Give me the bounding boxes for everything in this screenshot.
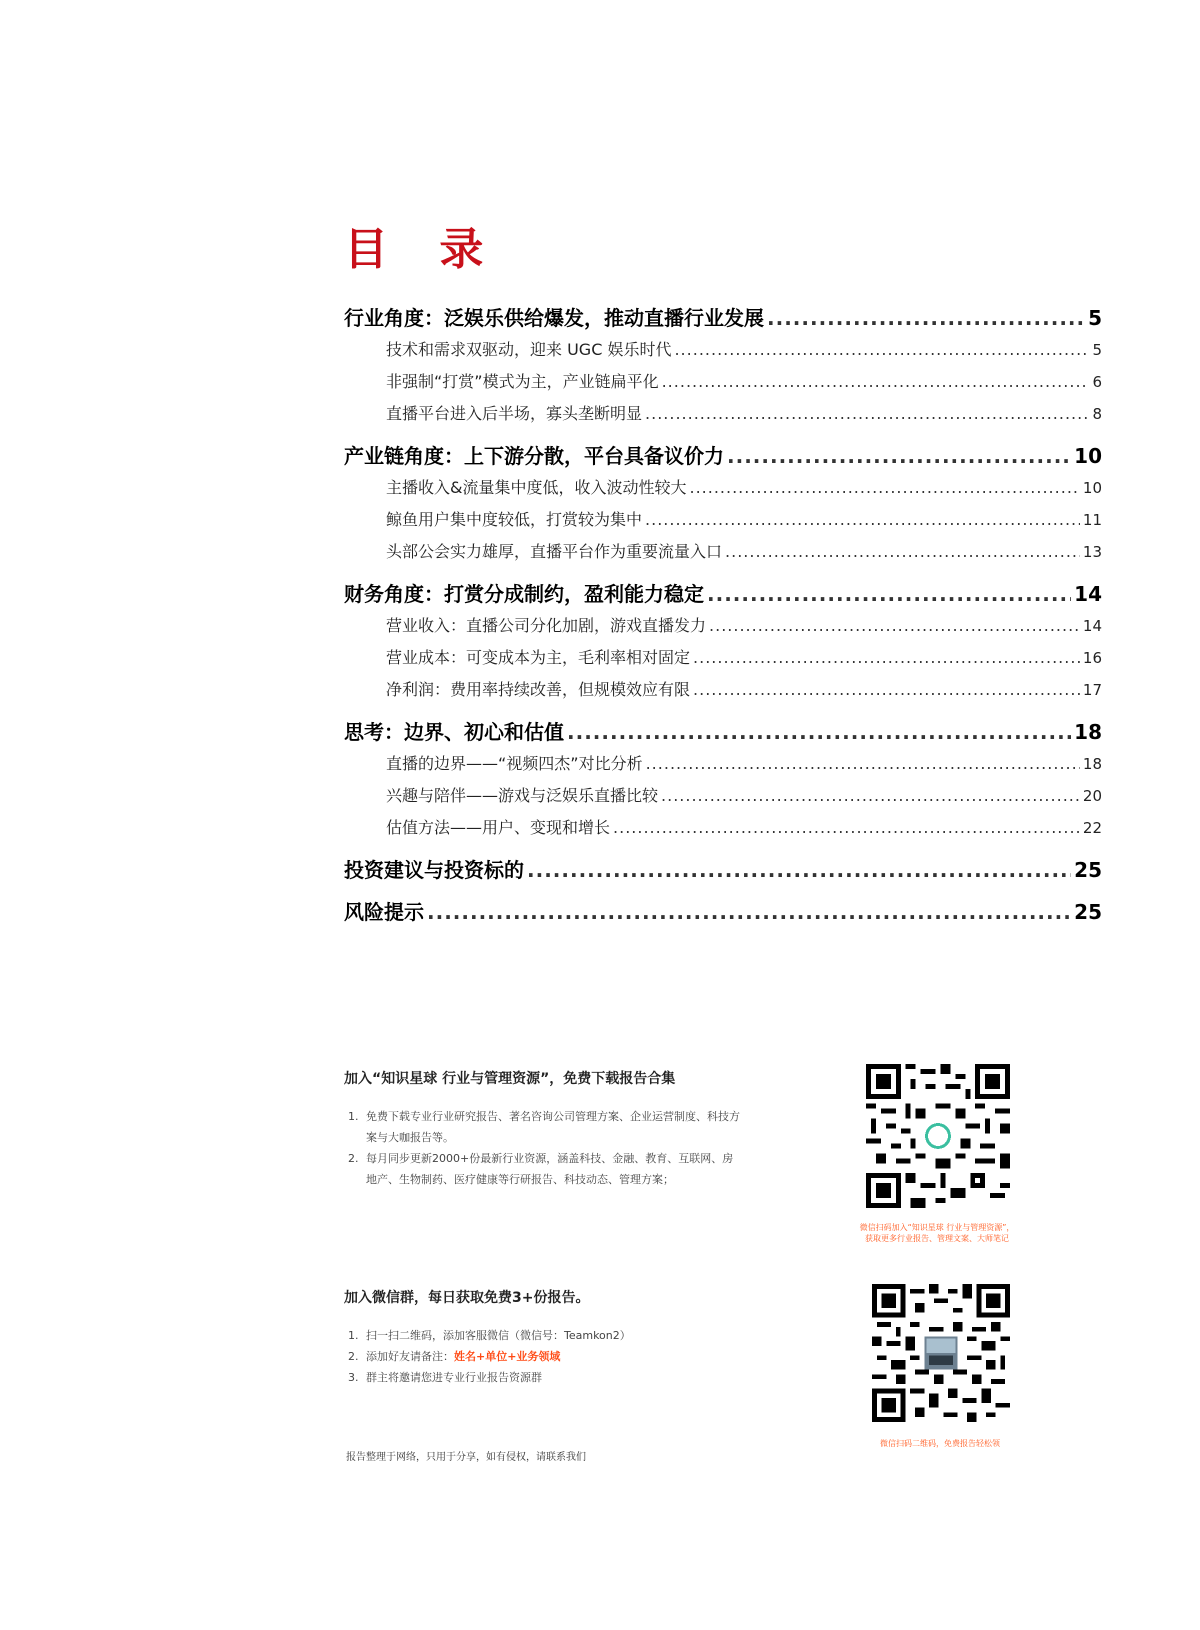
toc-entry-level2[interactable]: [344, 642, 1102, 674]
knowledge-planet-promo: [344, 1068, 744, 1190]
toc-section: [344, 578, 1102, 706]
knowledge-planet-qr-caption: [832, 1222, 1042, 1244]
toc-entry-level2[interactable]: [344, 610, 1102, 642]
toc-entry-level1[interactable]: [344, 716, 1102, 748]
dot-leader: [767, 302, 1085, 334]
promo-heading: 加入“知识星球 行业与管理资源”，免费下载报告合集: [344, 1071, 676, 1087]
toc-page-number: 5: [1088, 306, 1102, 330]
toc-entry-level2[interactable]: [344, 748, 1102, 780]
toc-entry-level2[interactable]: [344, 334, 1102, 366]
toc-entry-level1[interactable]: [344, 440, 1102, 472]
toc-entry-label: 投资建议与投资标的: [344, 858, 524, 882]
dot-leader: [693, 642, 1080, 674]
toc-entry-label: 兴趣与陪伴——游戏与泛娱乐直播比较: [386, 786, 659, 805]
dot-leader: [646, 748, 1080, 780]
wechat-group-promo: [344, 1287, 744, 1388]
toc-page-number: 18: [1082, 755, 1102, 773]
toc-page-number: 5: [1092, 341, 1102, 359]
dot-leader: [645, 504, 1080, 536]
toc-section: [344, 302, 1102, 430]
toc-entry-label: 直播平台进入后半场，寡头垄断明显: [386, 404, 643, 423]
wechat-group-qr-code[interactable]: [872, 1284, 1010, 1422]
dot-leader: [674, 334, 1089, 366]
toc-page-number: 6: [1092, 373, 1102, 391]
qr-code-icon: [866, 1064, 1010, 1208]
dot-leader: [645, 398, 1089, 430]
promo-list-item: 2. 每月同步更新2000+份最新行业资源，涵盖科技、金融、教育、互联网、房地产、生物制药、医疗健康等行研报告、科技动态、管理方案；: [362, 1148, 744, 1190]
toc-page-number: 25: [1074, 900, 1102, 924]
dot-leader: [709, 610, 1080, 642]
toc-entry-level2[interactable]: [344, 780, 1102, 812]
toc-title: 目 录: [344, 224, 502, 275]
promo-list-item: [362, 1346, 744, 1367]
dot-leader: [662, 366, 1090, 398]
promo-list: [344, 1106, 744, 1190]
copyright-note: 报告整理于网络，只用于分享，如有侵权，请联系我们: [346, 1452, 586, 1463]
toc-entry-label: 行业角度：泛娱乐供给爆发，推动直播行业发展: [344, 306, 764, 330]
dot-leader: [727, 440, 1071, 472]
dot-leader: [661, 780, 1080, 812]
toc-entry-label: 非强制“打赏”模式为主，产业链扁平化: [386, 372, 659, 391]
qr-caption-line: 微信扫码加入“知识星球 行业与管理资源”，: [859, 1223, 1015, 1232]
toc-entry-label: 产业链角度：上下游分散，平台具备议价力: [344, 444, 724, 468]
remark-format-highlight: 姓名+单位+业务领域: [454, 1350, 561, 1363]
knowledge-planet-qr-code[interactable]: [866, 1064, 1010, 1208]
toc-entry-label: 鲸鱼用户集中度较低，打赏较为集中: [386, 510, 643, 529]
toc-entry-level2[interactable]: [344, 812, 1102, 844]
toc-page-number: 8: [1092, 405, 1102, 423]
dot-leader: [707, 578, 1071, 610]
toc-entry-level1[interactable]: [344, 578, 1102, 610]
toc-entry-label: 直播的边界——“视频四杰”对比分析: [386, 754, 643, 773]
toc-entry-label: 主播收入&流量集中度低，收入波动性较大: [386, 478, 687, 497]
dot-leader: [527, 854, 1071, 886]
dot-leader: [689, 472, 1079, 504]
toc-page-number: 16: [1082, 649, 1102, 667]
toc-entry-label: 营业成本：可变成本为主，毛利率相对固定: [386, 648, 691, 667]
toc-section: [344, 440, 1102, 568]
toc-page-number: 17: [1082, 681, 1102, 699]
dot-leader: [567, 716, 1071, 748]
toc-entry-level2[interactable]: [344, 398, 1102, 430]
promo-list-item: 1. 免费下载专业行业研究报告、著名咨询公司管理方案、企业运营制度、科技方案与大咖报告等。: [362, 1106, 744, 1148]
toc-entry-level1[interactable]: [344, 302, 1102, 334]
toc-page-number: 20: [1082, 787, 1102, 805]
dot-leader: [427, 896, 1071, 928]
toc-section: [344, 854, 1102, 886]
toc-entry-level2[interactable]: [344, 674, 1102, 706]
toc-entry-level2[interactable]: [344, 472, 1102, 504]
toc-entry-label: 风险提示: [344, 900, 424, 924]
toc-section: [344, 716, 1102, 844]
dot-leader: [725, 536, 1080, 568]
promo-item-prefix: 添加好友请备注：: [366, 1350, 454, 1363]
dot-leader: [693, 674, 1080, 706]
promo-heading: 加入微信群，每日获取免费3+份报告。: [344, 1290, 590, 1306]
toc-entry-level2[interactable]: [344, 504, 1102, 536]
toc-page-number: 14: [1074, 582, 1102, 606]
toc-page-number: 18: [1074, 720, 1102, 744]
toc-page-number: 25: [1074, 858, 1102, 882]
toc-entry-level2[interactable]: [344, 366, 1102, 398]
toc-page-number: 10: [1074, 444, 1102, 468]
toc-page-number: 14: [1082, 617, 1102, 635]
toc-entry-label: 财务角度：打赏分成制约，盈利能力稳定: [344, 582, 704, 606]
toc-page-number: 10: [1082, 479, 1102, 497]
qr-caption-line: 获取更多行业报告、管理文案、大师笔记: [865, 1234, 1009, 1243]
toc-entry-label: 净利润：费用率持续改善，但规模效应有限: [386, 680, 691, 699]
toc-entry-label: 头部公会实力雄厚，直播平台作为重要流量入口: [386, 542, 723, 561]
toc-section: [344, 896, 1102, 928]
toc-entry-label: 营业收入：直播公司分化加剧，游戏直播发力: [386, 616, 707, 635]
dot-leader: [613, 812, 1080, 844]
wechat-group-qr-caption: 微信扫码二维码，免费报告轻松领: [880, 1439, 1000, 1448]
promo-list-item: 3. 群主将邀请您进专业行业报告资源群: [362, 1367, 744, 1388]
qr-code-icon: [872, 1284, 1010, 1422]
toc-entry-label: 技术和需求双驱动，迎来 UGC 娱乐时代: [386, 340, 672, 359]
toc-entry-level1[interactable]: [344, 854, 1102, 886]
toc-entry-level2[interactable]: [344, 536, 1102, 568]
promo-list-item: 1. 扫一扫二维码，添加客服微信（微信号：Teamkon2）: [362, 1325, 744, 1346]
toc-page-number: 11: [1082, 511, 1102, 529]
table-of-contents: [344, 302, 1102, 938]
toc-entry-label: 思考：边界、初心和估值: [344, 720, 564, 744]
toc-entry-level1[interactable]: [344, 896, 1102, 928]
promo-list: [344, 1325, 744, 1388]
toc-entry-label: 估值方法——用户、变现和增长: [386, 818, 611, 837]
toc-page-number: 13: [1082, 543, 1102, 561]
toc-page-number: 22: [1082, 819, 1102, 837]
